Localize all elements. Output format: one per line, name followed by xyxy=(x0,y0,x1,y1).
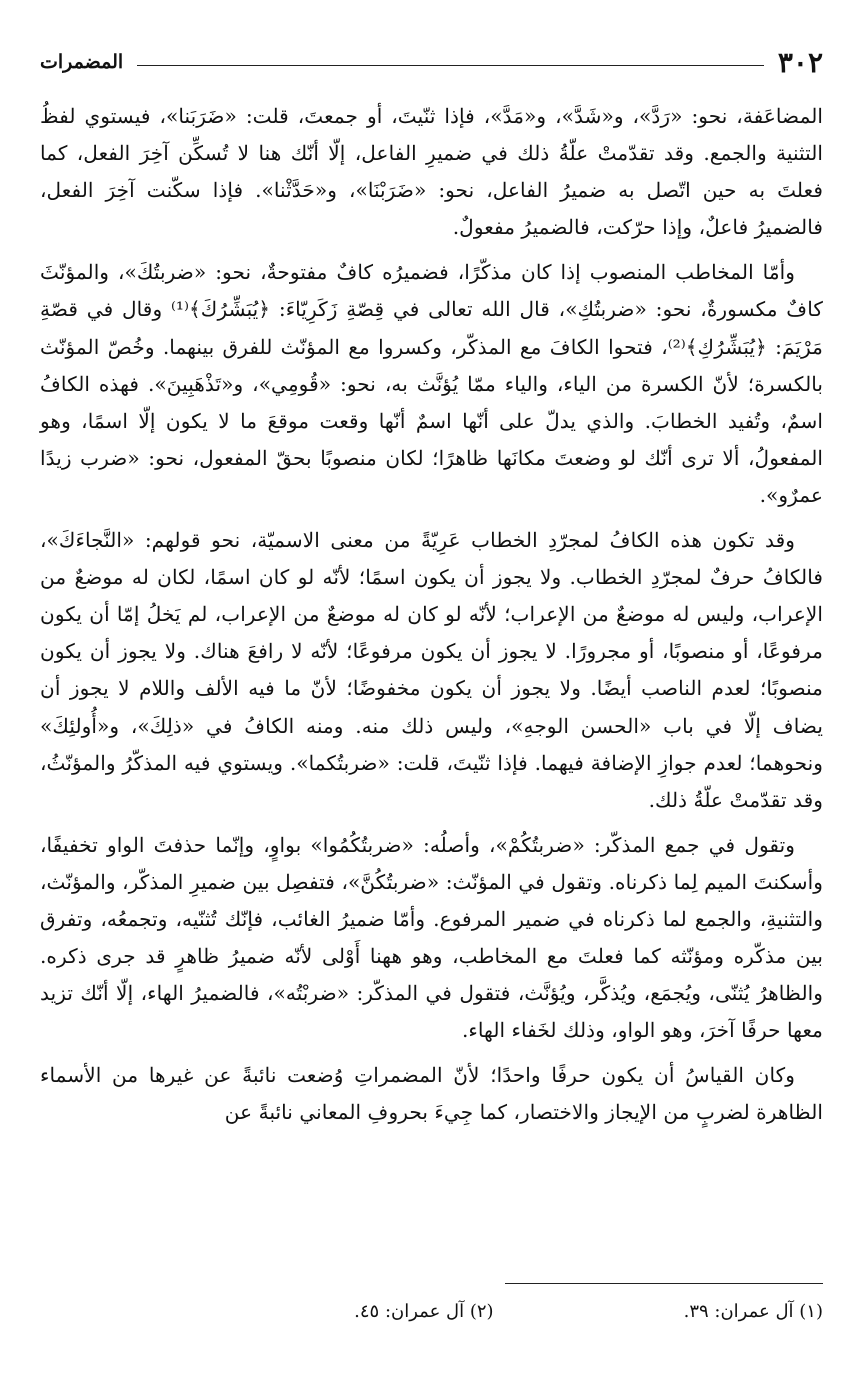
page-number: ٣٠٢ xyxy=(777,45,823,79)
page-header xyxy=(40,42,823,82)
paragraph: وكان القياسُ أن يكون حرفًا واحدًا؛ لأنّ المضمراتِ وُضعت نائبةً عن غيرها من الأسماء الظاهرة لضربٍ من الإيجاز والاختصار، كما جِيءَ بحروفِ المعاني نائبةً عن xyxy=(40,1063,823,1125)
paragraph: وأمّا المخاطب المنصوب إذا كان مذكّرًا، فضميرُه كافٌ مفتوحةٌ، نحو: «ضربتُكَ»، والمؤنّثَ كافٌ مكسورةٌ، نحو: «ضربتُكِ»، قال الله تعالى في قِصّةِ زَكَرِيّاءَ: ﴿يُبَشِّرُكَ﴾⁽¹⁾ وقال في قصّةِ مَرْيَمَ: ﴿يُبَشِّرُكِ﴾⁽²⁾، فتحوا الكافَ مع المذكّر، وكسروا مع المؤنّث للفرق بينهما. وخُصّ المؤنّث بالكسرة؛ لأنّ الكسرة من الياء، والياء ممّا يُؤنَّث به، نحو: «قُومِي»، و«تَذْهَبِينَ». فهذه الكافُ اسمٌ، وتُفيد الخطابَ. والذي يدلّ على أنّها اسمٌ أنّها وقعت موقعَ ما لا يكون إلّا اسمًا، وهو المفعولُ، ألا ترى أنّك لو وضعتَ مكانَها ظاهرًا؛ لكان منصوبًا بحقّ المفعول، نحو: «ضرب زيدًا عمرٌو». xyxy=(40,260,823,507)
running-title: المضمرات xyxy=(40,51,124,73)
footnote-1: (١) آل عمران: ٣٩. xyxy=(683,1301,823,1322)
paragraph: وقد تكون هذه الكافُ لمجرّدِ الخطاب عَرِيّةً من معنى الاسميّة، نحو قولهم: «النَّجاءَكَ»، فالكافُ حرفٌ لمجرّدِ الخطاب. ولا يجوز أن يكون اسمًا؛ لأنّه لو كان اسمًا، لكان له موضعٌ من الإعراب، وليس له موضعٌ من الإعراب؛ لأنّه لو كان له موضعٌ من الإعراب، لم يَخلُ إمّا أن يكون مرفوعًا، أو منصوبًا، أو مجرورًا. لا يجوز أن يكون مرفوعًا؛ لأنّه لا رافعَ هناك. ولا يجوز أن يكون منصوبًا؛ لعدم الناصب أيضًا. ولا يجوز أن يكون مخفوضًا؛ لأنّ ما فيه الألف واللام لا يجوز أن يضاف إلّا في باب «الحسن الوجهِ»، وليس ذلك منه. ومنه الكافُ في «ذلِكَ»، و«أُولئِكَ» ونحوهما؛ لعدم جوازِ الإضافة فيهما. فإذا ثنّيتَ، قلت: «ضربتُكما». ويستوي فيه المذكّرُ والمؤنّثُ، وقد تقدّمتْ علّةُ ذلك. xyxy=(40,528,823,812)
paragraph: المضاعَفة، نحو: «رَدَّ»، و«شَدَّ»، و«مَدَّ»، فإذا ثنّيتَ، أو جمعتَ، قلت: «ضَرَبَنا»، فيستوي لفظُ التثنية والجمع. وقد تقدّمتْ علّةُ ذلك في ضميرِ الفاعل، إلّا أنّك هنا لا تُسكِّن آخِرَ الفعل، كما فعلتَ به حين اتّصل به ضميرُ الفاعل، نحو: «ضَرَبْنَا»، و«حَدَّثْنا». فإذا سكّنت آخِرَ الفعل، فالضميرُ فاعلٌ، وإذا حرّكت، فالضميرُ مفعولٌ. xyxy=(40,104,823,240)
footnote-rule xyxy=(505,1283,823,1284)
footnotes xyxy=(40,1301,823,1322)
page-body xyxy=(40,98,823,1132)
header-rule xyxy=(137,65,764,66)
footnote-2: (٢) آل عمران: ٤٥. xyxy=(354,1301,494,1322)
paragraph: وتقول في جمع المذكّر: «ضربتُكُمْ»، وأصلُه: «ضربتُكُمُوا» بواوٍ، وإنّما حذفتَ الواو تخفيفًا، وأسكنتَ الميم لِما ذكرناه. وتقول في المؤنّث: «ضربتُكُنَّ»، فتفصِل بين ضميرِ المذكّر، والمؤنّث، والتثنيةِ، والجمع لما ذكرناه في ضمير المرفوع. وأمّا ضميرُ الغائب، فإنّك تُثنّيه، وتجمعُه، وتفرق بين مذكّره ومؤنّثه كما فعلتَ مع المخاطب، وهو ههنا أَوْلى لأنّه ضميرُ ظاهرٍ قد جرى ذكره. والظاهرُ يُثنّى، ويُجمَع، ويُذكَّر، ويُؤنَّث، فتقول في المذكّر: «ضربْتُه»، فالضميرُ الهاء، إلّا أنّك تزيد معها حرفًا آخرَ، وهو الواو، وذلك لخَفاء الهاء. xyxy=(40,832,823,1043)
